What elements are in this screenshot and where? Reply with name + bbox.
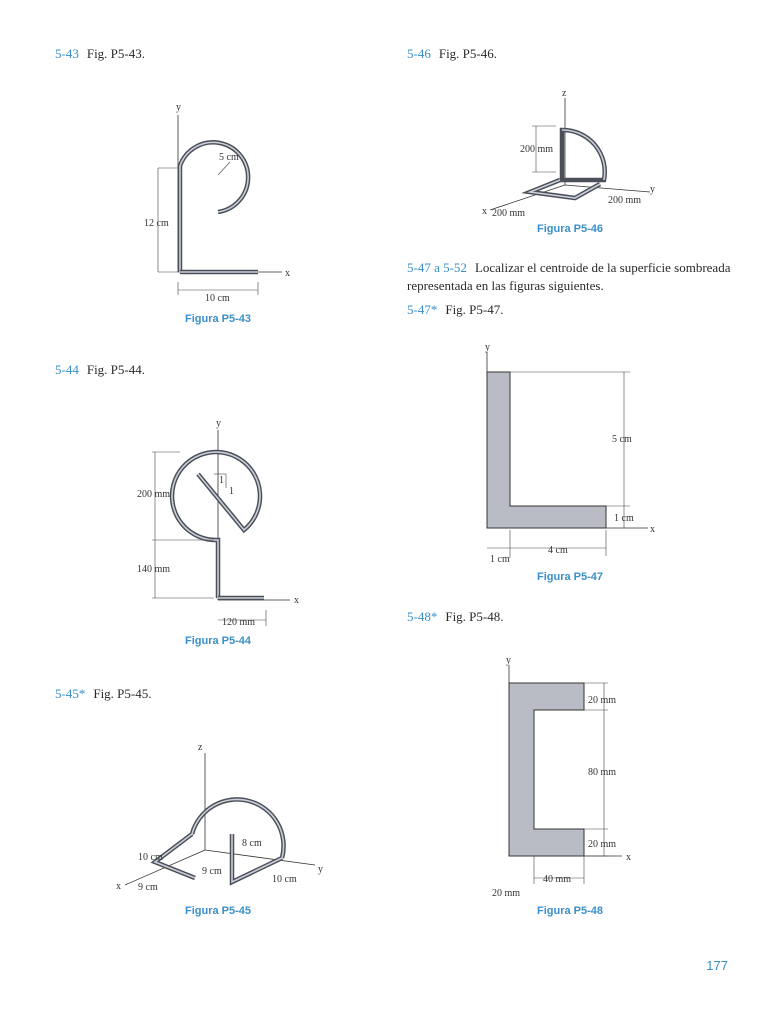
problem-5-46: 5-46 Fig. P5-46. [407,46,497,61]
slope-a-44: 1 [219,475,224,486]
width-label-47: 4 cm [548,545,568,556]
page-number: 177 [706,958,728,973]
d1-label-45: 10 cm [138,852,163,863]
height-label-47: 5 cm [612,434,632,445]
x-label-44: x [294,595,299,606]
bottom-label-48: 20 mm [588,839,617,850]
y-label-45: y [318,864,323,875]
x-label-43: x [285,268,290,279]
caption-p5-43: Figura P5-43 [185,313,252,325]
y-label-47: y [485,342,490,353]
y-label-43: y [176,102,181,113]
d4-label-45: 8 cm [242,838,262,849]
height-label-46: 200 mm [520,144,554,155]
height-label-43: 12 cm [144,218,169,229]
xlen-label-46: 200 mm [492,208,526,219]
x-label-47: x [650,524,655,535]
upper-label-44: 200 mm [137,489,171,500]
flange-label-48: 40 mm [543,874,572,885]
top-label-48: 20 mm [588,695,617,706]
problem-5-48: 5-48* Fig. P5-48. [407,609,504,624]
caption-p5-48: Figura P5-48 [537,905,604,917]
y-label-44: y [216,418,221,429]
slope-b-44: 1 [229,486,234,497]
ylen-label-46: 200 mm [608,195,642,206]
d2-label-45: 9 cm [138,882,158,893]
thick-v-label-47: 1 cm [490,554,510,565]
width-label-43: 10 cm [205,293,230,304]
problem-5-44: 5-44 Fig. P5-44. [55,362,145,377]
problem-5-43: 5-43 Fig. P5-43. [55,46,145,61]
z-label-46: z [562,88,567,99]
problem-5-47: 5-47* Fig. P5-47. [407,302,504,317]
x-label-48: x [626,852,631,863]
y-label-48: y [506,655,511,666]
lower-label-44: 140 mm [137,564,171,575]
caption-p5-45: Figura P5-45 [185,905,252,917]
z-label-45: z [198,742,203,753]
shape-48 [509,683,584,856]
d3-label-45: 9 cm [202,866,222,877]
web-label-48: 20 mm [492,888,521,899]
x-label-45: x [116,881,121,892]
problem-5-45: 5-45* Fig. P5-45. [55,686,152,701]
d5-label-45: 10 cm [272,874,297,885]
thick-h-label-47: 1 cm [614,513,634,524]
caption-p5-47: Figura P5-47 [537,571,604,583]
x-label-46: x [482,206,487,217]
base-label-44: 120 mm [222,617,256,628]
intro-text: 5-47 a 5-52 Localizar el centroide de la superficie sombreada representada en las figuras siguientes. [407,260,731,293]
middle-label-48: 80 mm [588,767,617,778]
radius-label-43: 5 cm [219,152,239,163]
caption-p5-44: Figura P5-44 [185,635,252,647]
y-label-46: y [650,184,655,195]
caption-p5-46: Figura P5-46 [537,223,604,235]
